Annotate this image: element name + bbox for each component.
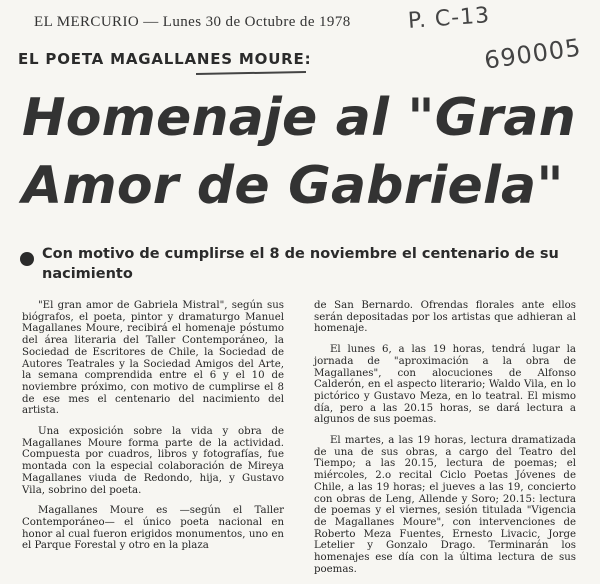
paragraph: El lunes 6, a las 19 horas, tendrá lugar la jornada de "aproximación a la obra de Magallanes", con alocuciones de Alfonso Calderón, en el aspecto literario; Waldo Vila, en lo pictórico y Gustavo Meza, en lo teatral. El mismo día, pero a las 20.15 horas, se dará lectura a algunos de sus poemas. (314, 344, 576, 426)
paragraph: Una exposición sobre la vida y obra de Magallanes Moure forma parte de la actividad. Compuesta por cuadros, libros y fotografías, fue montada con la especial colaboración de Mireya Magallanes viuda de Redondo, hija, y Gustavo Vila, sobrino del poeta. (22, 426, 284, 496)
handwritten-code: 690005 (482, 33, 584, 75)
article-deck: Con motivo de cumplirse el 8 de noviembre el centenario de su nacimiento (42, 246, 559, 282)
paragraph: "El gran amor de Gabriela Mistral", según sus biógrafos, el poeta, pintor y dramaturgo Manuel Magallanes Moure, recibirá el homenaje póstumo del área literaria del Taller Contemporáneo, la Sociedad de Escritores de Chile, la Sociedad de Autores Teatrales y la Sociedad Amigos del Arte, la semana comprendida entre el 6 y el 10 de noviembre próximo, con motivo de cumplirse el 8 de ese mes el centenario del nacimiento del artista. (22, 300, 284, 417)
handwritten-reference: P. C-13 (407, 3, 491, 34)
bullet-icon (20, 252, 34, 266)
article-column-2 (314, 300, 576, 584)
kicker-underline (196, 71, 306, 75)
newspaper-masthead: EL MERCURIO — Lunes 30 de Octubre de 1978 (34, 14, 351, 30)
paragraph: Magallanes Moure es —según el Taller Contemporáneo— el único poeta nacional en honor al cual fueron erigidos monumentos, uno en el Parque Forestal y otro en la plaza (22, 505, 284, 552)
article-kicker: EL POETA MAGALLANES MOURE: (18, 50, 312, 68)
article-column-1 (22, 300, 284, 561)
article-headline: Homenaje al "Gran Amor de Gabriela" (22, 88, 576, 216)
paragraph: de San Bernardo. Ofrendas florales ante ellos serán depositadas por los artistas que adhieran al homenaje. (314, 300, 576, 335)
paragraph: El martes, a las 19 horas, lectura dramatizada de una de sus obras, a cargo del Teatro del Tiempo; a las 20.15, lectura de poemas; el miércoles, 2.o recital Ciclo Poetas Jóvenes de Chile, a las 19 horas; el jueves a las 19, concierto con obras de Leng, Allende y Soro; 20.15: lectura de poemas y el viernes, sesión titulada "Vigencia de Magallanes Moure", con intervenciones de Roberto Meza Fuentes, Ernesto Livacic, Jorge Letelier y Gonzalo Drago. Terminarán los homenajes ese día con la última lectura de sus poemas. (314, 435, 576, 575)
